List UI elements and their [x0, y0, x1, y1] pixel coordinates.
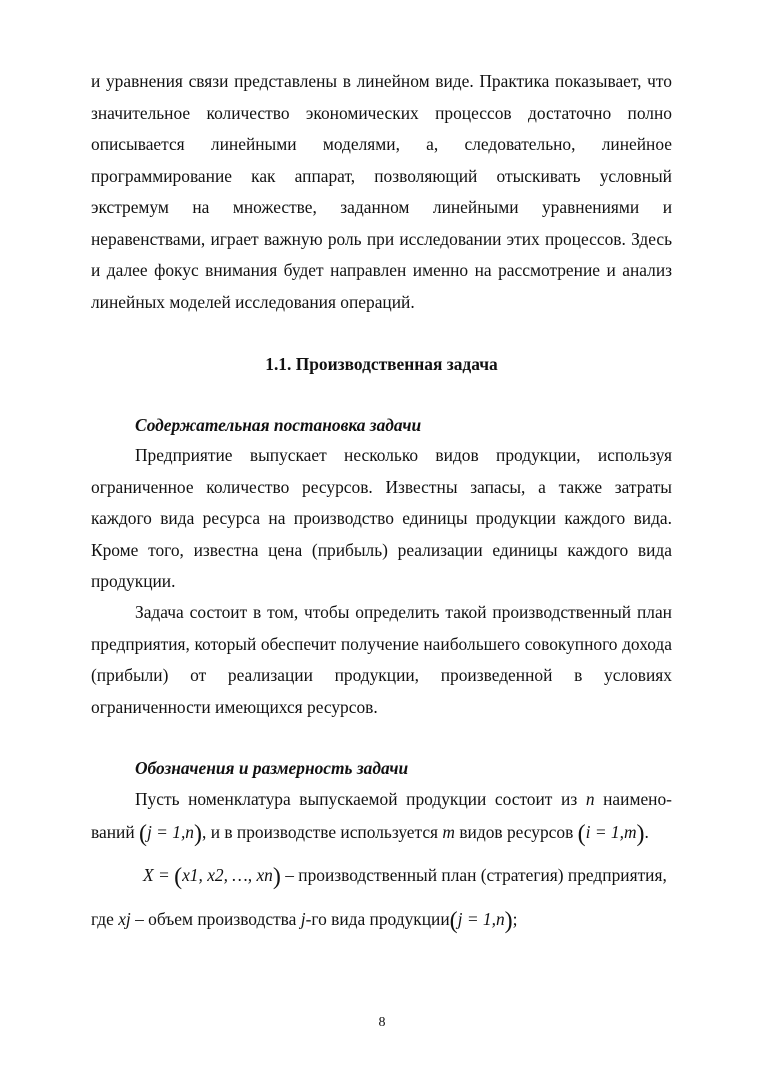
- notation-semicolon: ;: [512, 909, 518, 929]
- variable-j: j: [300, 909, 306, 929]
- range-j-2: j = 1,n: [457, 909, 505, 929]
- notation-text: Пусть номенклатура выпускаемой продукции состоит из: [135, 789, 578, 809]
- subheading-content: Содержательная постановка задачи: [135, 415, 422, 435]
- plan-vector: x1, x2, …, xn: [182, 865, 273, 885]
- notation-text: наимено-: [603, 789, 672, 809]
- notation-text: ваний: [91, 822, 135, 842]
- notation-line-2: ваний (j = 1,n), и в производстве используется m видов ресурсов (i = 1,m).: [91, 821, 649, 847]
- notation-line-1: [135, 783, 672, 815]
- notation-text: , и в производстве используется: [202, 822, 439, 842]
- variable-n: n: [585, 789, 595, 809]
- notation-text: – производственный план (стратегия) предприятия,: [285, 865, 667, 885]
- section-heading: 1.1. Производственная задача: [265, 354, 498, 374]
- paragraph-intro: и уравнения связи представлены в линейном виде. Практика показывает, что значительное количество экономических процессов достаточно полно описывается линейными моделями, а, следовательно, линейное программирование как аппарат, позволяющий отыскивать условный экстремум на множестве, заданном линейными уравнениями и неравенствами, играет важную роль при исследовании этих процессов. Здесь и далее фокус внимания будет направлен именно на рассмотрение и анализ линейных моделей исследования операций.: [91, 71, 672, 312]
- notation-text: – объем производства: [135, 909, 297, 929]
- notation-text: -го вида продукции: [305, 909, 450, 929]
- notation-line-4: где xj – объем производства j-го вида продукции(j = 1,n);: [91, 908, 518, 934]
- range-i: i = 1,m: [585, 822, 637, 842]
- variable-xj: xj: [118, 909, 131, 929]
- plan-lhs: X =: [143, 865, 170, 885]
- page-number: 8: [378, 1015, 386, 1030]
- variable-m: m: [442, 822, 455, 842]
- notation-line-3: X = (x1, x2, …, xn) – производственный план (стратегия) предприятия,: [143, 864, 667, 890]
- paragraph-enterprise: Предприятие выпускает несколько видов продукции, используя ограниченное количество ресурсов. Известны запасы, а также затраты каждого вида ресурса на производство единицы продукции каждого вида. Кроме того, известна цена (прибыль) реализации единицы каждого вида продукции.: [91, 445, 672, 591]
- notation-text: видов ресурсов: [459, 822, 574, 842]
- paragraph-task: Задача состоит в том, чтобы определить такой производственный план предприятия, который обеспечит получение наибольшего совокупного дохода (прибыли) от реализации продукции, произведенной в условиях ограниченности имеющихся ресурсов.: [91, 602, 672, 717]
- subheading-notation: Обозначения и размерность задачи: [135, 758, 409, 778]
- notation-text: где: [91, 909, 114, 929]
- range-j: j = 1,n: [146, 822, 194, 842]
